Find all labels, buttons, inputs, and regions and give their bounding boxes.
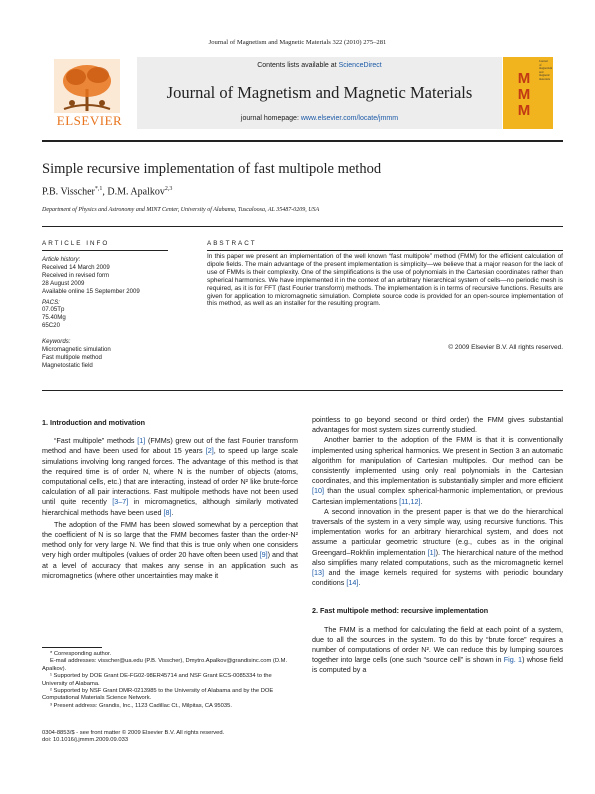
sciencedirect-link[interactable]: ScienceDirect: [338, 62, 382, 69]
running-head: Journal of Magnetism and Magnetic Materials 322 (2010) 275–281: [208, 39, 387, 46]
journal-title: Journal of Magnetism and Magnetic Materials: [166, 83, 473, 102]
history-entry: 28 August 2009: [42, 279, 85, 287]
cover-letter: M: [517, 102, 531, 119]
cover-letters: [503, 71, 545, 119]
affiliation: Department of Physics and Astronomy and MINT Center, University of Alabama, Tuscaloosa, AL 35487-0209, USA: [42, 207, 320, 213]
author-name[interactable]: P.B. Visscher: [42, 186, 95, 198]
pacs-code: 65C20: [42, 322, 60, 330]
cover-letter: M: [517, 86, 531, 103]
footnote-rule: [42, 647, 102, 648]
paragraph: The FMM is a method for calculating the field at each point of a system, due to all the sources in the system. To do this by “brute force” requires a number of computations of order N². We can reduce this by lumping sources together into large cells (one such “source cell” is shown in Fig. 1) whose field is computed by a: [312, 624, 563, 675]
elsevier-tree-icon: [54, 59, 120, 113]
title-rule: [42, 226, 563, 227]
pacs-code: 75.40Mg: [42, 314, 66, 322]
author-separator: ,: [102, 186, 108, 198]
citation-link[interactable]: [10]: [312, 486, 324, 496]
journal-cover-thumbnail[interactable]: [503, 57, 553, 129]
keyword: Micromagnetic simulation: [42, 346, 111, 354]
history-entry: Available online 15 September 2009: [42, 287, 140, 295]
masthead-rule: [42, 140, 563, 142]
doi-line[interactable]: doi: 10.1016/j.jmmm.2009.09.033: [42, 737, 129, 744]
issn-line: 0304-8853/$ - see front matter © 2009 Elsevier B.V. All rights reserved.: [42, 730, 225, 736]
footnote: * Corresponding author.: [50, 651, 112, 657]
footnotes: [42, 651, 298, 710]
history-entry: Received 14 March 2009: [42, 263, 110, 271]
pacs-label: PACS:: [42, 298, 60, 306]
abstract-bottom-rule: [42, 390, 563, 391]
keyword: Fast multipole method: [42, 353, 102, 361]
paragraph: Another barrier to the adoption of the FMM is that it is conventionally implemented using spherical harmonics. We present in Section 3 an automatic algorithm for manipulation of Cartesian multipoles. Our method can be consistently implemented using only real polynomials in the Cartesian coordinates, and this implementation is substantially simpler and more efficient [10] than the usual complex spherical-harmonic implementation, or previous Cartesian implementations [11,12].: [312, 435, 563, 506]
abstract-heading: ABSTRACT: [207, 240, 257, 247]
citation-link[interactable]: [2]: [205, 446, 214, 456]
paragraph: pointless to go beyond second or third order) the FMM gives substantial advantages for most system sizes currently studied.: [312, 415, 563, 435]
left-column: [42, 418, 298, 581]
homepage-line: [137, 115, 502, 122]
cover-caption: Journal of magnetism and magnetic materials: [539, 59, 553, 81]
pacs-code: 07.05Tp: [42, 306, 65, 314]
contents-line: [137, 62, 502, 69]
keywords-label: Keywords:: [42, 338, 71, 346]
publisher-name: ELSEVIER: [56, 113, 123, 128]
contents-prefix: Contents lists available at: [257, 62, 339, 69]
abstract-text: In this paper we present an implementation of the well known “fast multipole” method (FMM) for the efficient calculation of dipole fields. The main advantage of the present implementation is simplicity—we believe that a major reason for the lack of use of FMMs is their complexity. One of the simplifications is the use of polynomials in the Cartesian coordinates rather than spherical harmonics. We have implemented it in the context of an arbitrary hierarchical system of cells—no periodic mesh is required, as it is for FFT (fast Fourier transform) methods. The implementation is in terms of recursive functions. Results are given for application to micromagnetic simulation. Complete source code is provided for an open-source implementation of this method, as well as an installer for the resulting program.: [207, 253, 563, 308]
paragraph: “Fast multipole” methods [1] (FMMs) grew out of the fast Fourier transform method and have been used for about 15 years [2], to speed up large scale simulations involving long ranged forces. The advantage of this method is that the required time is of order N, where N is the number of objects (atoms, computational cells, etc.) that are interacting, instead of order N² like brute-force calculation of all pair interactions. Fast multipole methods have not been used until quite recently [3–7] in micromagnetics, although similarly motivated hierarchical methods have been used [8].: [42, 436, 298, 517]
section-heading: 1. Introduction and motivation: [42, 418, 146, 427]
section-heading: 2. Fast multipole method: recursive implementation: [312, 606, 489, 616]
journal-masthead: [42, 57, 553, 131]
footnote: E-mail addresses: visscher@ua.edu (P.B. Visscher), Dmytro.Apalkov@grandisinc.com (D.M. Apalkov).: [42, 658, 288, 672]
copyright-notice: © 2009 Elsevier B.V. All rights reserved.: [448, 344, 563, 351]
author-name[interactable]: D.M. Apalkov: [107, 186, 165, 198]
citation-link[interactable]: [1]: [427, 547, 436, 557]
citation-link[interactable]: [14]: [346, 578, 359, 588]
citation-link[interactable]: [8]: [163, 507, 172, 517]
citation-link[interactable]: [1]: [137, 436, 146, 446]
citation-link[interactable]: [13]: [312, 568, 324, 578]
article-info: [42, 256, 168, 370]
footnote: ¹ Supported by DOE Grant DE-FG02-98ER45714 and NSF Grant ECS-0085334 to the University of Alabama.: [42, 673, 272, 687]
paragraph: A second innovation in the present paper is that we do the hierarchical traversals of the system in a very simple way, using recursive functions. This implementation works for an arbitrary hierarchical system, and does not assume a particular geometric structure (e.g., cubes as in the original Greengard–Rokhlin implementation [1]). The hierarchical nature of the method also simplifies many related computations, such as the micromagnetic kernel [13] and the image kernels required for systems with periodic boundary conditions [14].: [312, 506, 563, 588]
cover-letter: M: [517, 70, 531, 87]
footnote: ² Supported by NSF Grant DMR-0213985 to the University of Alabama and by the DOE Computational Materials Science Network.: [42, 688, 274, 702]
author-list: [42, 186, 172, 197]
homepage-prefix: journal homepage:: [240, 115, 301, 122]
paragraph: The adoption of the FMM has been slowed somewhat by a perception that the coefficient of N is so large that the FMM becomes faster than the order-N² method only for very large N. We find that this is true only when one considers very high order multipoles (values of order 20 have often been used [9]) and that at a level of accuracy that makes any sense in an application such as micromagnetics (where other uncertainties may make it: [42, 519, 298, 580]
citation-link[interactable]: [3–7]: [112, 497, 129, 507]
abstract-rule: [207, 250, 563, 251]
author-marks[interactable]: *,1: [94, 186, 103, 192]
author-marks[interactable]: 2,3: [164, 186, 173, 192]
footnote: ³ Present address: Grandis, Inc., 1123 Cadillac Ct., Milpitas, CA 95035.: [50, 702, 232, 709]
citation-link[interactable]: [11,12]: [399, 496, 421, 506]
elsevier-logo[interactable]: [42, 57, 137, 129]
homepage-link[interactable]: www.elsevier.com/locate/jmmm: [300, 115, 399, 122]
bottom-identifiers: [42, 730, 224, 745]
history-label: Article history:: [42, 256, 81, 263]
masthead-center: [137, 57, 502, 129]
right-column: [312, 415, 563, 676]
history-entry: Received in revised form: [42, 271, 110, 279]
citation-link[interactable]: [9]: [259, 550, 268, 560]
article-info-rule: [42, 250, 168, 251]
paper-title: Simple recursive implementation of fast multipole method: [42, 161, 382, 177]
figure-link[interactable]: Fig. 1: [503, 655, 523, 665]
keyword: Magnetostatic field: [42, 361, 93, 369]
article-info-heading: ARTICLE INFO: [42, 240, 110, 247]
